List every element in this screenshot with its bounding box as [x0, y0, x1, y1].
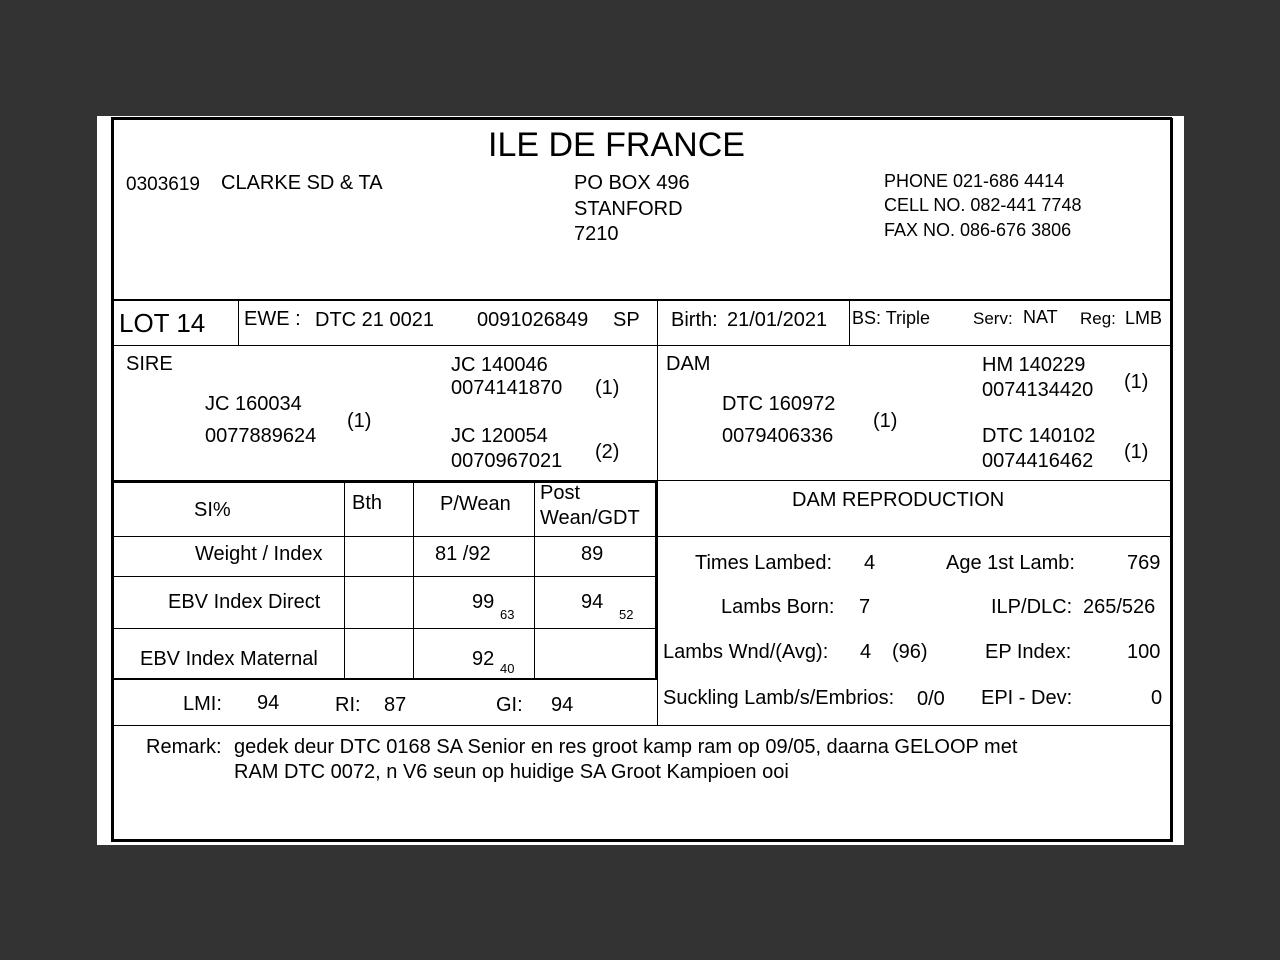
birth-date: 21/01/2021	[727, 309, 828, 331]
epi-dev-value: 0	[1151, 687, 1163, 709]
age-first-lamb-value: 769	[1127, 552, 1161, 574]
gi-label: GI:	[496, 694, 523, 716]
row-label-ebv-maternal: EBV Index Maternal	[140, 648, 318, 670]
lambs-born-value: 7	[859, 596, 871, 618]
breed-title: ILE DE FRANCE	[488, 126, 745, 164]
dam-number: 0079406336	[722, 425, 834, 447]
fax-number: FAX NO. 086-676 3806	[884, 220, 1072, 240]
address-line-2: STANFORD	[574, 198, 683, 220]
owner-name: CLARKE SD & TA	[221, 172, 383, 194]
maternal-pwean-value: 92	[472, 648, 495, 670]
perf-row1-rule	[111, 576, 657, 577]
perf-row2-rule	[111, 628, 657, 629]
pedigree-divider	[657, 345, 658, 481]
lot-divider	[238, 300, 239, 345]
frame-bottom	[111, 839, 1172, 842]
sale-lot-card	[97, 116, 1184, 845]
times-lambed-value: 4	[864, 552, 876, 574]
times-lambed-label: Times Lambed:	[695, 552, 833, 574]
direct-pwean-value: 99	[472, 591, 495, 613]
perf-col-bth	[344, 481, 345, 680]
address-line-1: PO BOX 496	[574, 172, 690, 194]
serv-value: NAT	[1023, 307, 1058, 327]
owner-id: 0303619	[126, 174, 200, 195]
sire-id: JC 160034	[205, 393, 302, 415]
sire-label: SIRE	[126, 353, 173, 375]
dam-sire-number: 0074134420	[982, 379, 1094, 401]
lambs-born-label: Lambs Born:	[721, 596, 835, 618]
col-post-header-2: Wean/GDT	[540, 507, 640, 529]
cell-number: CELL NO. 082-441 7748	[884, 195, 1082, 215]
perf-col-pwean	[413, 481, 414, 680]
col-bth-header: Bth	[352, 492, 383, 514]
lot-number: LOT 14	[119, 308, 206, 338]
indices-bottom-rule	[111, 725, 1172, 726]
row-label-ebv-direct: EBV Index Direct	[168, 591, 321, 613]
ep-index-label: EP Index:	[985, 641, 1072, 663]
dam-id: DTC 160972	[722, 393, 836, 415]
remark-line-1: gedek deur DTC 0168 SA Senior en res groot kamp ram op 09/05, daarna GELOOP met	[234, 736, 1018, 758]
sire-dam-count: (2)	[595, 441, 620, 463]
dam-sire-id: HM 140229	[982, 354, 1086, 376]
direct-post-accuracy: 52	[619, 607, 634, 622]
lmi-value: 94	[257, 692, 280, 714]
dam-dam-id: DTC 140102	[982, 425, 1096, 447]
ep-index-value: 100	[1127, 641, 1161, 663]
reproduction-title: DAM REPRODUCTION	[792, 489, 1005, 511]
gi-value: 94	[551, 694, 574, 716]
reg-value: LMB	[1125, 308, 1163, 328]
dam-sire-count: (1)	[1124, 371, 1149, 393]
age-first-lamb-label: Age 1st Lamb:	[946, 552, 1075, 574]
birth-label: Birth:	[671, 309, 718, 331]
weight-pwean-value: 81 /92	[435, 543, 491, 565]
birth-status: BS: Triple	[852, 308, 931, 328]
weight-post-value: 89	[581, 543, 604, 565]
remark-line-2: RAM DTC 0072, n V6 seun op huidige SA Groot Kampioen ooi	[234, 761, 789, 783]
lot-row-bottom-rule	[111, 345, 1172, 346]
frame-left	[111, 118, 114, 839]
sire-dam-number: 0070967021	[451, 450, 563, 472]
remark-label: Remark:	[146, 736, 222, 758]
maternal-pwean-accuracy: 40	[500, 661, 515, 676]
row-label-weight-index: Weight / Index	[195, 543, 323, 565]
lmi-label: LMI:	[183, 693, 222, 715]
ewe-number: 0091026849	[477, 309, 589, 331]
serv-label: Serv:	[973, 309, 1013, 328]
dam-label: DAM	[666, 353, 711, 375]
ilp-dlc-label: ILP/DLC:	[991, 596, 1073, 618]
ewe-id: DTC 21 0021	[315, 309, 434, 331]
sire-sire-number: 0074141870	[451, 377, 563, 399]
frame-top	[111, 117, 1172, 120]
suckling-value: 0/0	[917, 688, 945, 710]
ilp-dlc-value: 265/526	[1083, 596, 1156, 618]
ri-value: 87	[384, 694, 407, 716]
address-line-3: 7210	[574, 223, 619, 245]
dam-dam-number: 0074416462	[982, 450, 1094, 472]
birth-divider	[849, 300, 850, 345]
lambs-wnd-label: Lambs Wnd/(Avg):	[663, 641, 829, 663]
ewe-label: EWE :	[244, 308, 301, 330]
col-post-header-1: Post	[540, 482, 581, 504]
sire-dam-id: JC 120054	[451, 425, 548, 447]
perf-header-rule	[111, 536, 1172, 537]
direct-pwean-accuracy: 63	[500, 607, 515, 622]
ri-label: RI:	[335, 694, 361, 716]
lambs-wnd-value: 4	[860, 641, 872, 663]
reproduction-divider	[657, 481, 658, 726]
suckling-label: Suckling Lamb/s/Embrios:	[663, 687, 895, 709]
ewe-code: SP	[613, 309, 640, 331]
sire-count: (1)	[347, 410, 372, 432]
dam-dam-count: (1)	[1124, 441, 1149, 463]
sire-number: 0077889624	[205, 425, 317, 447]
ewe-divider	[657, 300, 658, 345]
col-si-header: SI%	[194, 499, 231, 521]
reg-label: Reg:	[1080, 309, 1116, 328]
sire-sire-id: JC 140046	[451, 354, 548, 376]
perf-col-post	[534, 481, 535, 680]
lambs-wnd-avg: (96)	[892, 641, 928, 663]
sire-sire-count: (1)	[595, 377, 620, 399]
dam-count: (1)	[873, 410, 898, 432]
epi-dev-label: EPI - Dev:	[981, 687, 1073, 709]
lot-row-top-rule	[111, 299, 1172, 301]
direct-post-value: 94	[581, 591, 604, 613]
perf-bottom-rule	[111, 678, 657, 680]
phone-number: PHONE 021-686 4414	[884, 171, 1065, 191]
col-pwean-header: P/Wean	[440, 493, 511, 515]
